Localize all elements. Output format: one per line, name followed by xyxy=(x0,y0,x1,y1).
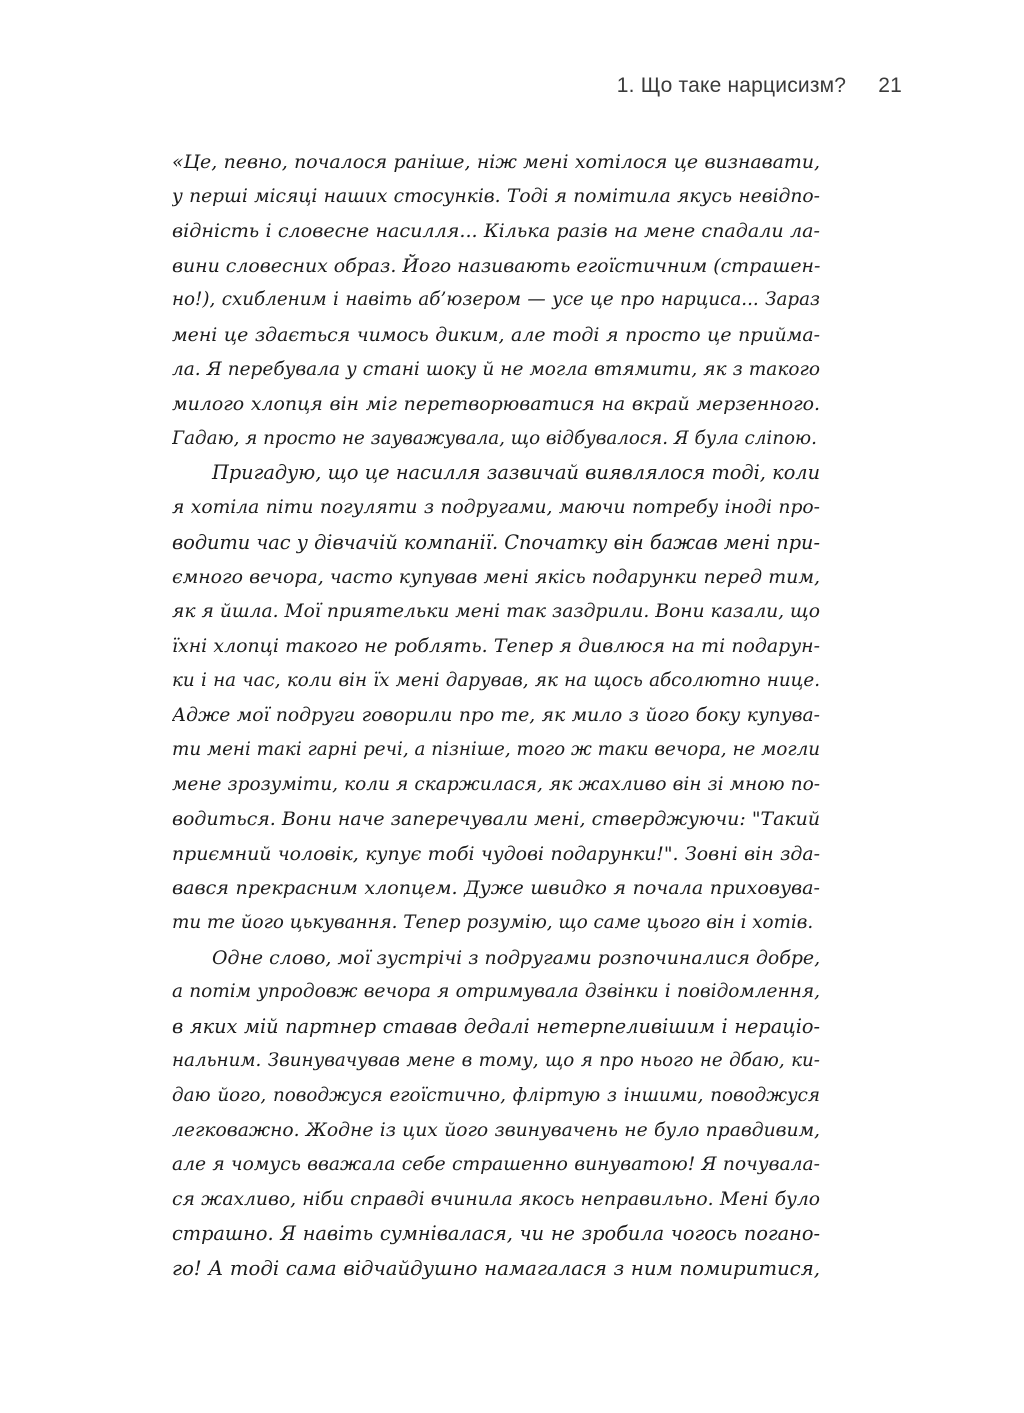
text-line: го! А тоді сама відчайдушно намагалася з ним помиритися, xyxy=(172,1257,820,1280)
text-line: Пригадую, що це насилля зазвичай виявлялося тоді, коли xyxy=(212,461,820,485)
text-line: ти мені такі гарні речі, а пізніше, того ж таки вечора, не могли xyxy=(172,739,820,761)
text-line: ти те його цькування. Тепер розумію, що саме цього він і хотів. xyxy=(172,912,814,934)
text-line: ємного вечора, часто купував мені якісь подарунки перед тим, xyxy=(172,566,820,589)
text-line: відність і словесне насилля... Кілька разів на мене спадали ла- xyxy=(172,219,820,243)
text-line: водити час у дівчачій компанії. Спочатку він бажав мені при- xyxy=(172,530,820,554)
page-number: 21 xyxy=(878,74,902,97)
text-line: милого хлопця він міг перетворюватися на вкрай мерзенного. xyxy=(172,393,820,416)
text-line: але я чомусь вважала себе страшенно винуватою! Я почувала- xyxy=(172,1154,820,1176)
paragraph xyxy=(172,941,820,1287)
text-line: мені це здається чимось диким, але тоді я просто це прийма- xyxy=(172,323,820,346)
text-line: ся жахливо, ніби справді вчинила якось неправильно. Мені було xyxy=(172,1188,820,1210)
text-line: в яких мій партнер ставав дедалі нетерпеливішим і нераціо- xyxy=(172,1014,820,1038)
text-line: їхні хлопці такого не роблять. Тепер я дивлюся на ті подарун- xyxy=(172,635,820,658)
paragraph xyxy=(172,145,820,456)
text-line: водиться. Вони наче заперечували мені, стверджуючи: "Такий xyxy=(172,808,820,831)
text-line: даю його, поводжуся егоїстично, фліртую з іншими, поводжуся xyxy=(172,1085,820,1107)
text-line: легковажно. Жодне із цих його звинувачень не було правдивим, xyxy=(172,1119,820,1141)
text-line: нальним. Звинувачував мене в тому, що я про нього не дбаю, ки- xyxy=(172,1050,820,1072)
text-line: приємний чоловік, купує тобі чудові подарунки!". Зовні він зда- xyxy=(172,842,820,865)
chapter-title: 1. Що таке нарцисизм? xyxy=(616,74,847,97)
body-text xyxy=(172,145,820,1287)
text-line: но!), схибленим і навіть аб’юзером — усе це про нарциса... Зараз xyxy=(172,289,820,311)
text-line: Гадаю, я просто не зауважувала, що відбувалося. Я була сліпою. xyxy=(172,427,817,449)
text-line: я хотіла піти погуляти з подругами, маючи потребу іноді про- xyxy=(172,496,820,518)
running-head xyxy=(617,74,902,98)
text-line: вався прекрасним хлопцем. Дуже швидко я почала приховува- xyxy=(172,876,820,900)
text-line: мене зрозуміти, коли я скаржилася, як жахливо він зі мною по- xyxy=(172,773,820,795)
text-line: у перші місяці наших стосунків. Тоді я помітила якусь невідпо- xyxy=(172,185,820,207)
text-line: ки і на час, коли він їх мені дарував, як на щось абсолютно нице. xyxy=(172,669,820,691)
text-line: Одне слово, мої зустрічі з подругами розпочиналися добре, xyxy=(212,946,820,969)
text-line: а потім упродовж вечора я отримувала дзвінки і повідомлення, xyxy=(172,981,820,1003)
text-line: страшно. Я навіть сумнівалася, чи не зробила чогось погано- xyxy=(172,1222,820,1246)
text-line: ла. Я перебувала у стані шоку й не могла втямити, як з такого xyxy=(172,358,820,380)
text-line: «Це, певно, почалося раніше, ніж мені хотілося це визнавати, xyxy=(172,151,820,173)
text-line: вини словесних образ. Його називають егоїстичним (страшен- xyxy=(172,254,820,277)
text-line: Адже мої подруги говорили про те, як мило з його боку купува- xyxy=(172,704,820,726)
text-line: як я йшла. Мої приятельки мені так заздрили. Вони казали, що xyxy=(172,600,820,622)
paragraph xyxy=(172,456,820,940)
